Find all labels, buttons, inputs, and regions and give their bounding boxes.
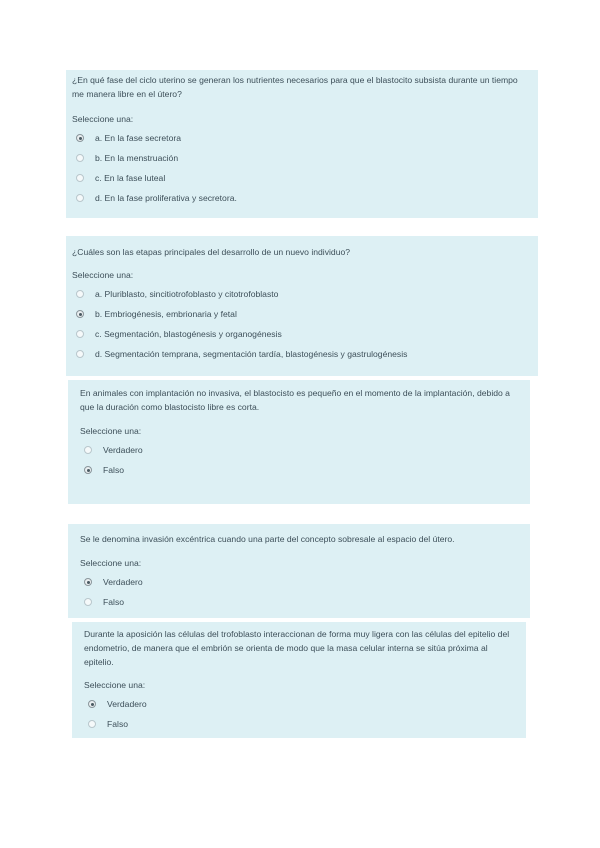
question-text: Durante la aposición las células del trofoblasto interaccionan de forma muy ligera con las células del epitelio del endometrio, de manera que el embrión se orienta de modo que la masa celular interna se sitúa próxima al epitelio.: [84, 629, 510, 667]
question-card-5: [72, 622, 526, 738]
radio-button[interactable]: [76, 290, 84, 298]
option-true[interactable]: [80, 440, 518, 460]
option-a[interactable]: [72, 284, 532, 304]
option-label: a. En la fase secretora: [95, 133, 181, 143]
radio-button[interactable]: [76, 174, 84, 182]
select-prompt: Seleccione una:: [80, 426, 142, 436]
radio-button[interactable]: [76, 350, 84, 358]
radio-button[interactable]: [84, 598, 92, 606]
radio-button[interactable]: [76, 194, 84, 202]
option-false[interactable]: [80, 460, 518, 480]
option-label: a. Pluriblasto, sincitiotrofoblasto y citotrofoblasto: [95, 289, 279, 299]
options-list: [80, 440, 518, 480]
option-label: b. En la menstruación: [95, 153, 179, 163]
option-c[interactable]: [72, 168, 532, 188]
select-prompt: Seleccione una:: [72, 270, 134, 280]
option-a[interactable]: [72, 128, 532, 148]
options-list: [72, 128, 532, 208]
radio-button-checked[interactable]: [84, 578, 92, 586]
option-label: d. En la fase proliferativa y secretora.: [95, 193, 237, 203]
option-b[interactable]: [72, 148, 532, 168]
question-card-2: [66, 236, 538, 376]
option-label: Falso: [103, 597, 125, 607]
question-card-4: [68, 524, 530, 618]
option-true[interactable]: [84, 694, 514, 714]
options-list: [84, 694, 514, 734]
radio-button-checked[interactable]: [88, 700, 96, 708]
option-label: Falso: [107, 719, 129, 729]
select-prompt: Seleccione una:: [80, 558, 142, 568]
select-prompt: Seleccione una:: [72, 114, 134, 124]
option-label: Verdadero: [103, 445, 143, 455]
question-text: ¿Cuáles son las etapas principales del desarrollo de un nuevo individuo?: [72, 247, 351, 257]
option-true[interactable]: [80, 572, 518, 592]
options-list: [80, 572, 518, 612]
question-text: Se le denomina invasión excéntrica cuando una parte del concepto sobresale al espacio del útero.: [80, 534, 455, 544]
option-label: Verdadero: [103, 577, 143, 587]
radio-button-checked[interactable]: [76, 310, 84, 318]
select-prompt: Seleccione una:: [84, 680, 146, 690]
radio-button-checked[interactable]: [84, 466, 92, 474]
radio-button[interactable]: [76, 330, 84, 338]
options-list: [72, 284, 532, 364]
option-false[interactable]: [80, 592, 518, 612]
radio-button-checked[interactable]: [76, 134, 84, 142]
option-b[interactable]: [72, 304, 532, 324]
option-label: Verdadero: [107, 699, 147, 709]
radio-button[interactable]: [88, 720, 96, 728]
option-label: c. En la fase luteal: [95, 173, 166, 183]
question-card-1: [66, 70, 538, 218]
question-card-3: [68, 380, 530, 504]
option-label: c. Segmentación, blastogénesis y organogénesis: [95, 329, 282, 339]
question-text: En animales con implantación no invasiva, el blastocisto es pequeño en el momento de la implantación, debido a que la duración como blastocisto libre es corta.: [80, 388, 510, 412]
radio-button[interactable]: [76, 154, 84, 162]
option-c[interactable]: [72, 324, 532, 344]
option-false[interactable]: [84, 714, 514, 734]
radio-button[interactable]: [84, 446, 92, 454]
option-label: b. Embriogénesis, embrionaria y fetal: [95, 309, 237, 319]
question-text: ¿En qué fase del ciclo uterino se generan los nutrientes necesarios para que el blastocito subsista durante un tiempo me manera libre en el útero?: [72, 75, 518, 99]
option-label: d. Segmentación temprana, segmentación tardía, blastogénesis y gastrulogénesis: [95, 349, 408, 359]
option-d[interactable]: [72, 344, 532, 364]
option-d[interactable]: [72, 188, 532, 208]
option-label: Falso: [103, 465, 125, 475]
